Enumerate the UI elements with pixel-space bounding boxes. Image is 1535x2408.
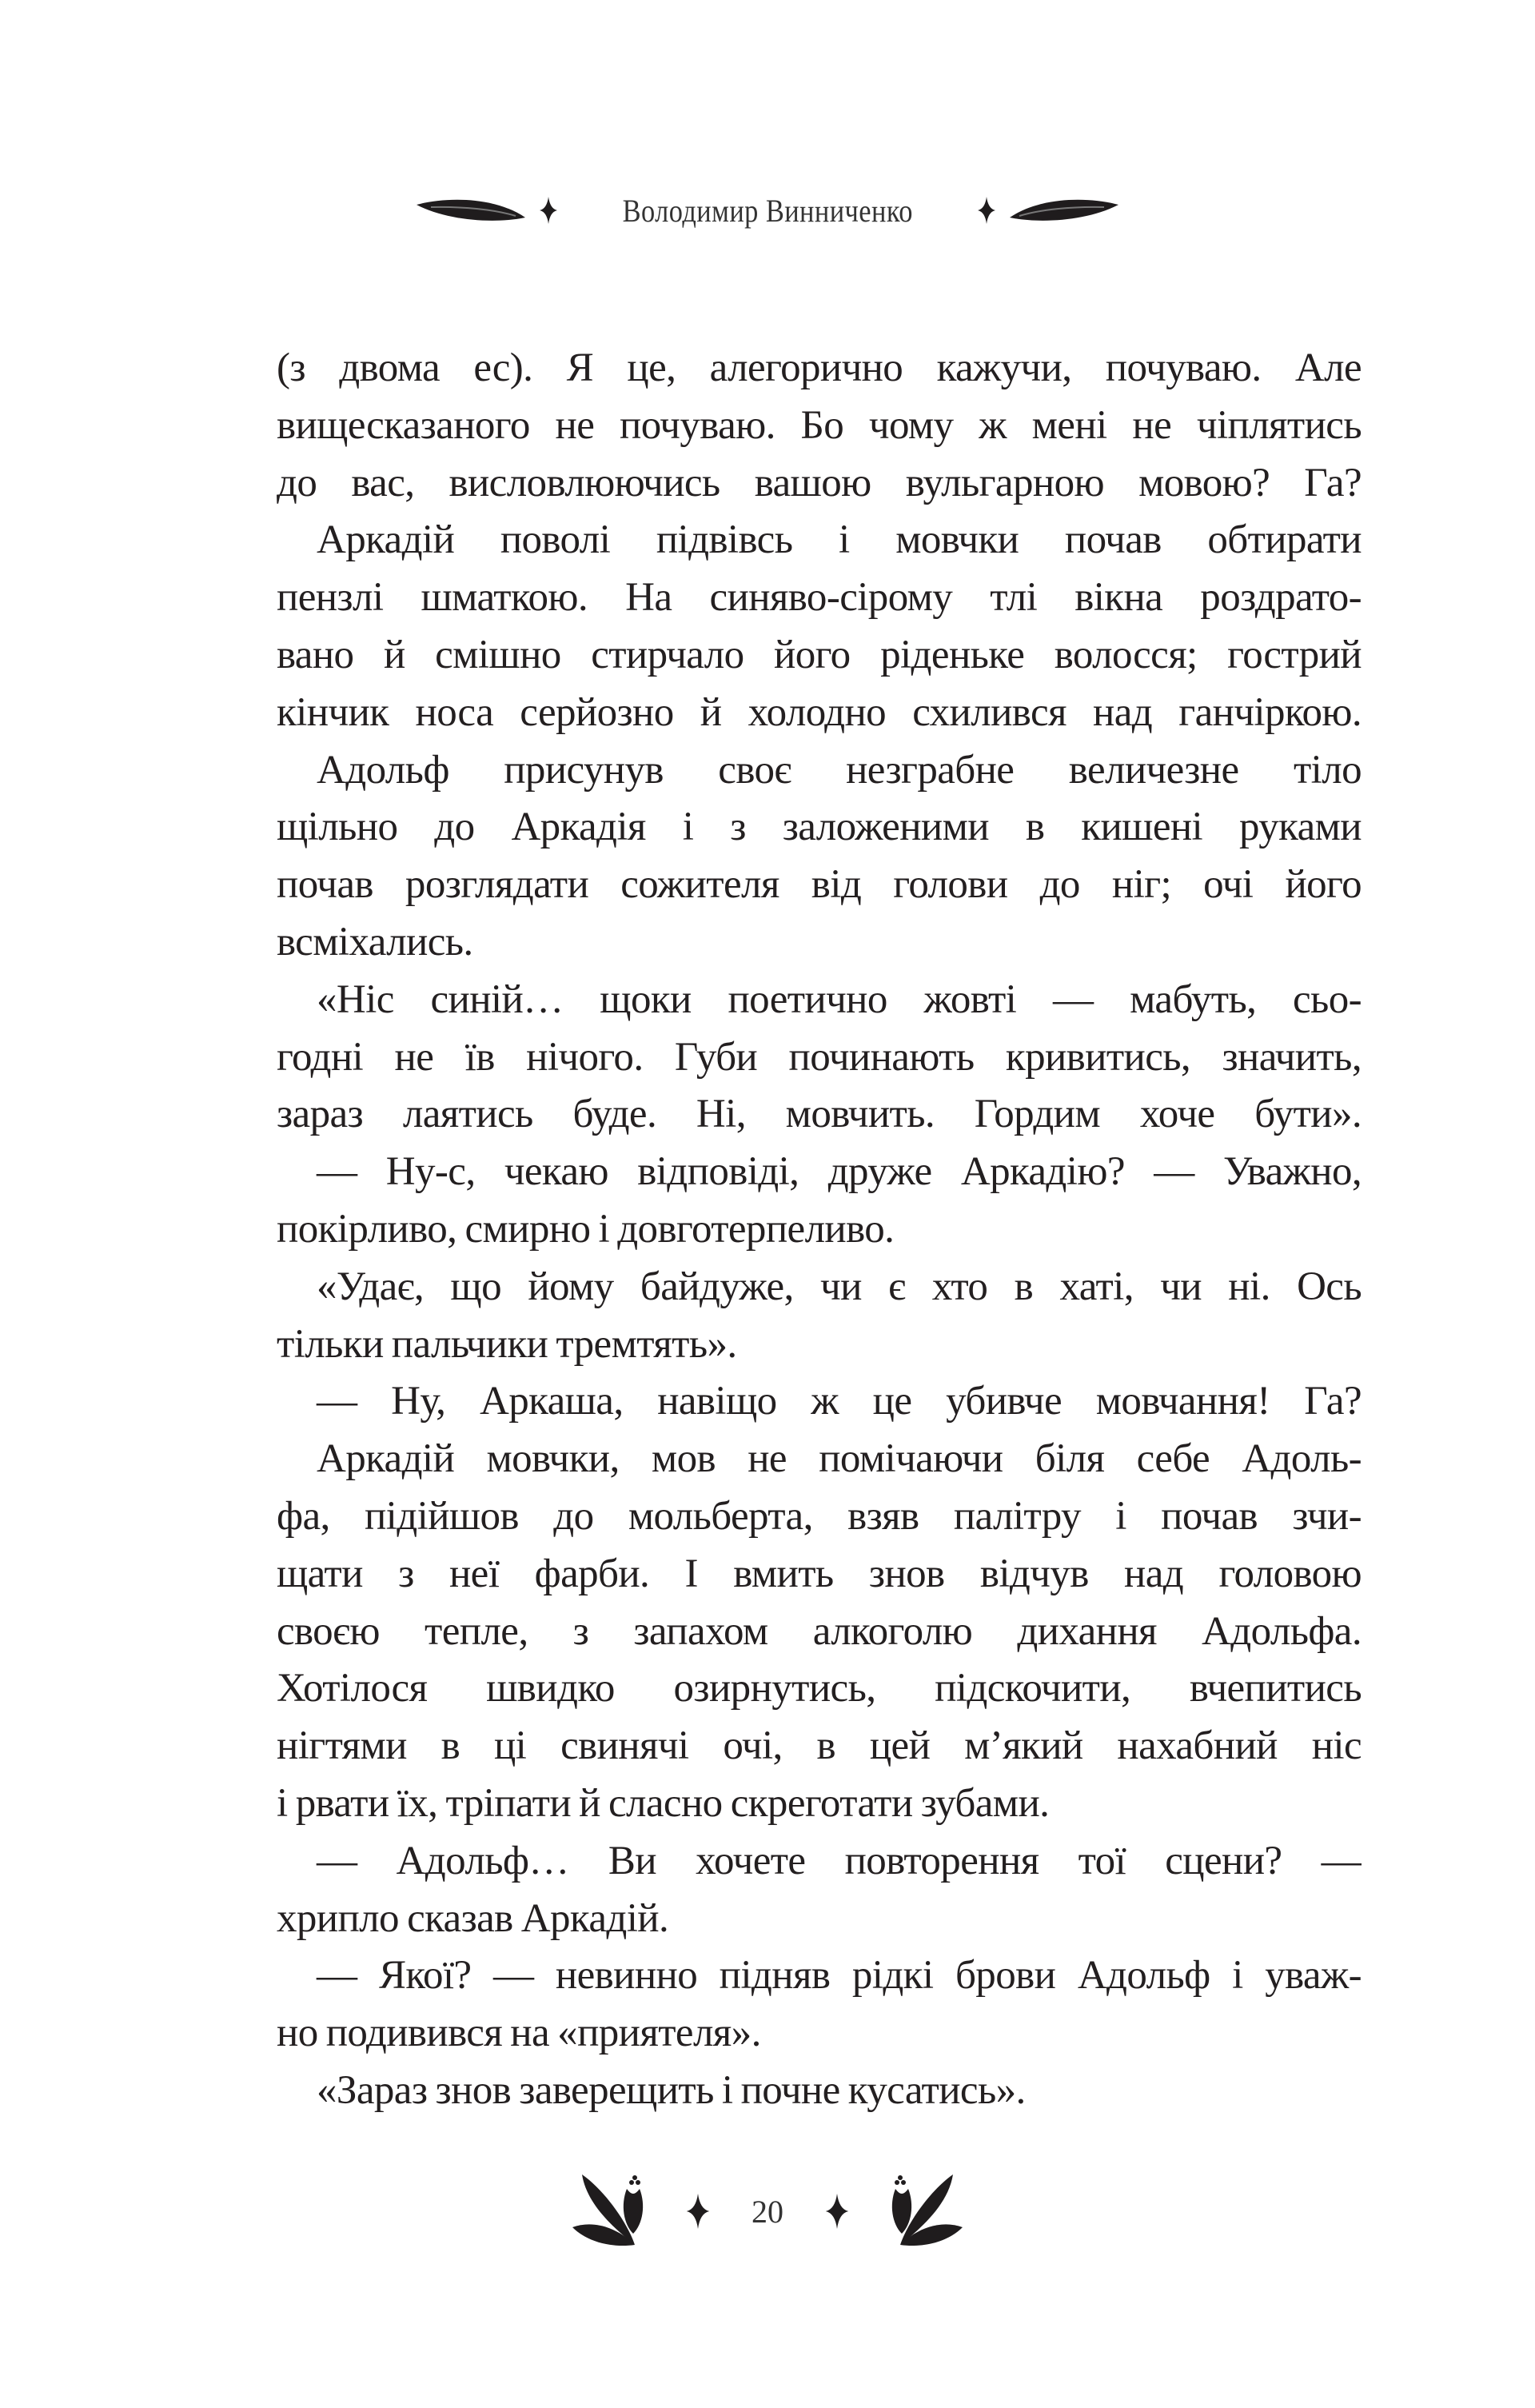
body-text (277, 340, 1362, 2120)
diamond-icon (825, 2194, 849, 2229)
text-line: вищесказаного не почуваю. Бо чому ж мені не чіплятись (277, 402, 1362, 448)
diamond-icon (540, 197, 557, 224)
text-line: хрипло сказав Аркадій. (277, 1895, 669, 1941)
text-line: Аркадій поволі підвівсь і мовчки почав обтирати (317, 517, 1362, 563)
text-line: щільно до Аркадія і з заложеними в кишені руками (277, 805, 1362, 850)
text-line: щати з неї фарби. І вмить знов відчув над головою (277, 1551, 1362, 1596)
text-line: «Зараз знов заверещить і почне кусатись». (317, 2067, 1026, 2113)
running-title: Володимир Винниченко (622, 192, 913, 229)
text-line: — Якої? — невинно підняв рідкі брови Адольф і уваж- (317, 1953, 1362, 1999)
text-line: кінчик носа серйозно й холодно схилився над ганчіркою. (277, 689, 1362, 735)
text-line: всміхались. (277, 919, 473, 964)
text-line: Аркадій мовчки, мов не помічаючи біля себе Адоль- (317, 1436, 1362, 1482)
text-line: і рвати їх, тріпати й сласно скреготати зубами. (277, 1780, 1050, 1826)
text-line: Хотілося швидко озирнутись, підскочити, вчепитись (277, 1666, 1362, 1711)
text-line: «Ніс синій… щоки поетично жовті — мабуть, сьо- (317, 976, 1362, 1022)
text-line: но подивився на «приятеля». (277, 2011, 761, 2056)
text-line: покірливо, смирно і довготерпеливо. (277, 1206, 895, 1252)
text-line: до вас, висловлюючись вашою вульгарною мовою? Га? (277, 460, 1362, 505)
text-line: — Ну, Аркаша, навіщо ж це убивче мовчання! Га? (317, 1379, 1362, 1424)
page-footer (0, 2175, 1535, 2247)
text-line: тільки пальчики тремтять». (277, 1321, 737, 1367)
page-number: 20 (752, 2193, 783, 2230)
text-line: «Удає, що йому байдуже, чи є хто в хаті, чи ні. Ось (317, 1264, 1362, 1309)
text-line: — Адольф… Ви хочете повторення тої сцени? — (317, 1838, 1362, 1883)
leaf-ornament-right-icon (1008, 197, 1120, 224)
text-line: пензлі шматкою. На синяво-сірому тлі вікна роздрато- (277, 575, 1362, 621)
diamond-icon (686, 2194, 710, 2229)
diamond-icon (978, 197, 995, 224)
text-line: вано й смішно стирчало його ріденьке волосся; гострий (277, 632, 1362, 677)
text-line: (з двома ес). Я це, алегорично кажучи, почуваю. Але (277, 345, 1362, 390)
text-line: Адольф присунув своє незграбне величезне тіло (317, 747, 1362, 793)
floral-ornament-left-icon (571, 2173, 667, 2250)
text-line: годні не їв нічого. Губи починають кривитись, значить, (277, 1034, 1362, 1080)
text-line: — Ну-с, чекаю відповіді, друже Аркадію? — Уважно, (317, 1149, 1362, 1195)
floral-ornament-right-icon (868, 2173, 964, 2250)
text-line: почав розглядати сожителя від голови до ніг; очі його (277, 862, 1362, 908)
running-header (0, 182, 1535, 238)
leaf-ornament-left-icon (415, 197, 527, 224)
text-line: своєю тепле, з запахом алкоголю дихання Адольфа. (277, 1608, 1362, 1654)
text-line: зараз лаятись буде. Ні, мовчить. Гордим хоче бути». (277, 1092, 1362, 1137)
text-line: нігтями в ці свинячі очі, в цей м’який нахабний ніс (277, 1723, 1362, 1769)
text-line: фа, підійшов до мольберта, взяв палітру і почав зчи- (277, 1493, 1362, 1539)
